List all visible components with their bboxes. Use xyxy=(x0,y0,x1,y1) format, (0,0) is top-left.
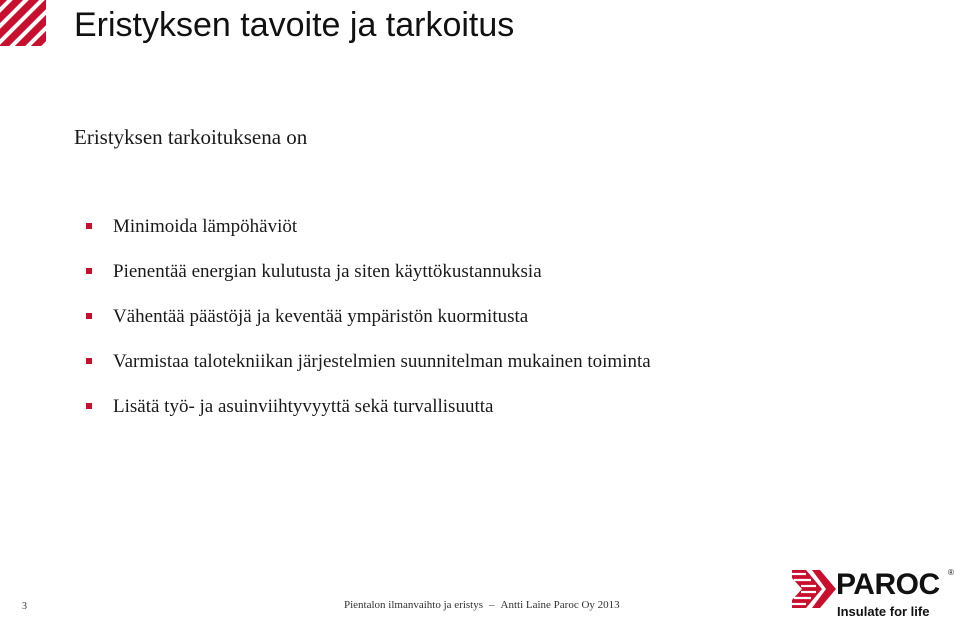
brand-tagline: Insulate for life xyxy=(837,604,930,619)
footer-topic: Pientalon ilmanvaihto ja eristys xyxy=(344,599,484,611)
paroc-chevron-logo-icon xyxy=(792,570,836,608)
bullet-text: Lisätä työ- ja asuinviihtyvyyttä sekä turvallisuutta xyxy=(113,396,494,417)
square-bullet-icon xyxy=(86,223,92,229)
footer-author: Antti Laine Paroc Oy 2013 xyxy=(500,599,620,611)
slide-title: Eristyksen tavoite ja tarkoitus xyxy=(74,6,515,44)
brand-name: PAROC xyxy=(836,568,940,601)
list-item xyxy=(86,348,651,393)
intro-text: Eristyksen tarkoituksena on xyxy=(74,125,308,149)
square-bullet-icon xyxy=(86,268,92,274)
bullet-text: Pienentää energian kulutusta ja siten käyttökustannuksia xyxy=(113,261,542,282)
bullet-text: Vähentää päästöjä ja keventää ympäristön kuormitusta xyxy=(113,306,529,327)
square-bullet-icon xyxy=(86,313,92,319)
list-item xyxy=(86,213,651,258)
page-number: 3 xyxy=(22,601,27,612)
list-item xyxy=(86,393,651,438)
paroc-logo xyxy=(792,568,960,620)
footer-separator: – xyxy=(489,599,495,611)
square-bullet-icon xyxy=(86,358,92,364)
registered-mark: ® xyxy=(948,568,954,577)
bullet-text: Varmistaa talotekniikan järjestelmien suunnitelman mukainen toiminta xyxy=(113,351,651,372)
square-bullet-icon xyxy=(86,403,92,409)
list-item xyxy=(86,303,651,348)
striped-corner-icon xyxy=(0,0,46,46)
footer-caption xyxy=(344,599,620,611)
list-item xyxy=(86,258,651,303)
bullet-list xyxy=(86,213,651,438)
bullet-text: Minimoida lämpöhäviöt xyxy=(113,216,298,237)
